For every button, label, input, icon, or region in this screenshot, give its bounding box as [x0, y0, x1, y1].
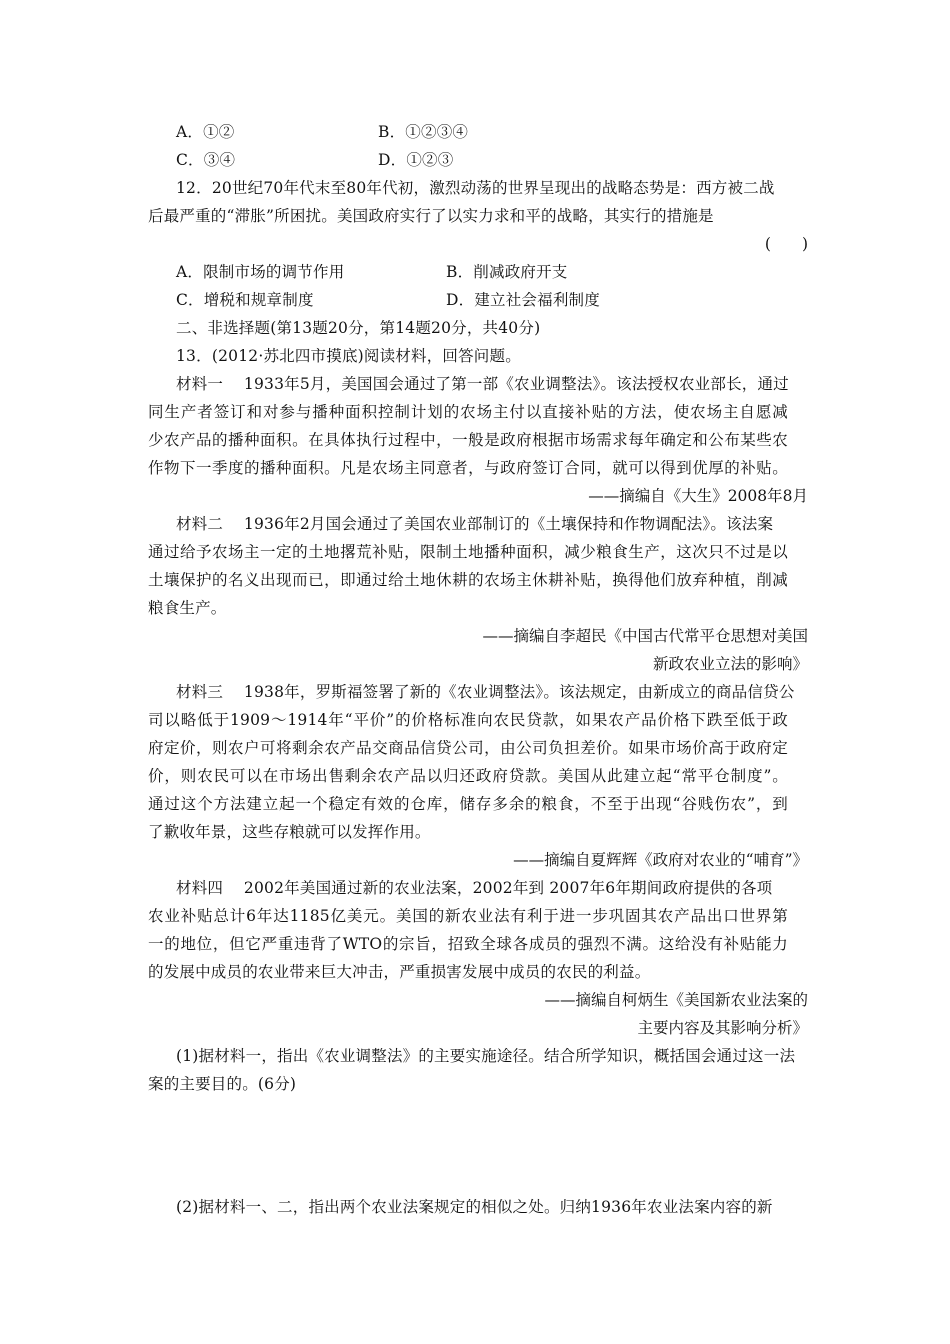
material-4-line: 的发展中成员的农业带来巨大冲击，严重损害发展中成员的农民的利益。 [148, 963, 651, 981]
material-3-line: 府定价，则农户可将剩余农产品交商品信贷公司，由公司负担差价。如果市场价高于政府定 [148, 739, 788, 757]
material-4-line: 一的地位，但它严重违背了WTO的宗旨，招致全球各成员的强烈不满。这给没有补贴能力 [148, 935, 788, 953]
q12-option-c: C．增税和规章制度 [176, 291, 314, 309]
material-1-line: 同生产者签订和对参与播种面积控制计划的农场主付以直接补贴的方法，使农场主自愿减 [148, 403, 788, 421]
material-4-source-line2: 主要内容及其影响分析》 [637, 1019, 808, 1037]
material-1-line: 作物下一季度的播种面积。凡是农场主同意者，与政府签订合同，就可以得到优厚的补贴。 [148, 459, 788, 477]
material-1-line: 材料一 1933年5月，美国国会通过了第一部《农业调整法》。该法授权农业部长，通过 [176, 375, 789, 393]
material-4-source-line1: ——摘编自柯炳生《美国新农业法案的 [544, 991, 808, 1009]
material-2-source-line2: 新政农业立法的影响》 [652, 655, 808, 673]
material-2-line: 土壤保护的名义出现而已，即通过给土地休耕的农场主休耕补贴，换得他们放弃种植，削减 [148, 571, 788, 589]
material-2-line: 粮食生产。 [148, 599, 227, 617]
q11-option-a: A．①② [176, 123, 235, 141]
subquestion-1-line: (1)据材料一，指出《农业调整法》的主要实施途径。结合所学知识，概括国会通过这一法 [176, 1047, 796, 1065]
material-3-line: 了歉收年景，这些存粮就可以发挥作用。 [148, 823, 431, 841]
material-4-line: 农业补贴总计6年达1185亿美元。美国的新农业法有利于进一步巩固其农产品出口世界第 [148, 907, 788, 925]
material-3-line: 司以略低于1909～1914年“平价”的价格标准向农民贷款，如果农产品价格下跌至低于政 [148, 711, 788, 729]
material-1-source: ——摘编自《大生》2008年8月 [588, 487, 808, 505]
q11-option-d: D．①②③ [378, 151, 454, 169]
q13-intro: 13．(2012·苏北四市摸底)阅读材料，回答问题。 [176, 347, 521, 365]
q12-option-d: D．建立社会福利制度 [446, 291, 600, 309]
material-3-line: 价，则农民可以在市场出售剩余农产品以归还政府贷款。美国从此建立起“常平仓制度”。 [148, 767, 788, 785]
q12-stem-line1: 12．20世纪70年代末至80年代初，激烈动荡的世界呈现出的战略态势是：西方被二战 [176, 179, 775, 197]
q11-option-c: C．③④ [176, 151, 236, 169]
q11-option-b: B．①②③④ [378, 123, 469, 141]
subquestion-1-line: 案的主要目的。(6分) [148, 1075, 297, 1093]
material-4-line: 材料四 2002年美国通过新的农业法案，2002年到 2007年6年期间政府提供的各项 [176, 879, 773, 897]
material-2-source-line1: ——摘编自李超民《中国古代常平仓思想对美国 [482, 627, 808, 645]
section-heading: 二、非选择题(第13题20分，第14题20分，共40分) [176, 319, 541, 337]
material-3-source: ——摘编自夏辉辉《政府对农业的“哺育”》 [513, 851, 808, 869]
answer-bracket: ( ) [764, 235, 808, 253]
q12-option-b: B．削减政府开支 [446, 263, 568, 281]
material-1-line: 少农产品的播种面积。在具体执行过程中，一般是政府根据市场需求每年确定和公布某些农 [148, 431, 788, 449]
q12-stem-line2: 后最严重的“滞胀”所困扰。美国政府实行了以实力求和平的战略，其实行的措施是 [148, 207, 714, 225]
q12-option-a: A．限制市场的调节作用 [176, 263, 345, 281]
material-3-line: 材料三 1938年，罗斯福签署了新的《农业调整法》。该法规定，由新成立的商品信贷公 [176, 683, 795, 701]
material-2-line: 通过给予农场主一定的土地撂荒补贴，限制土地播种面积，减少粮食生产，这次只不过是以 [148, 543, 788, 561]
material-3-line: 通过这个方法建立起一个稳定有效的仓库，储存多余的粮食，不至于出现“谷贱伤农”，到 [148, 795, 788, 813]
subquestion-2-line: (2)据材料一、二，指出两个农业法案规定的相似之处。归纳1936年农业法案内容的新 [176, 1198, 773, 1216]
material-2-line: 材料二 1936年2月国会通过了美国农业部制订的《土壤保持和作物调配法》。该法案 [176, 515, 774, 533]
